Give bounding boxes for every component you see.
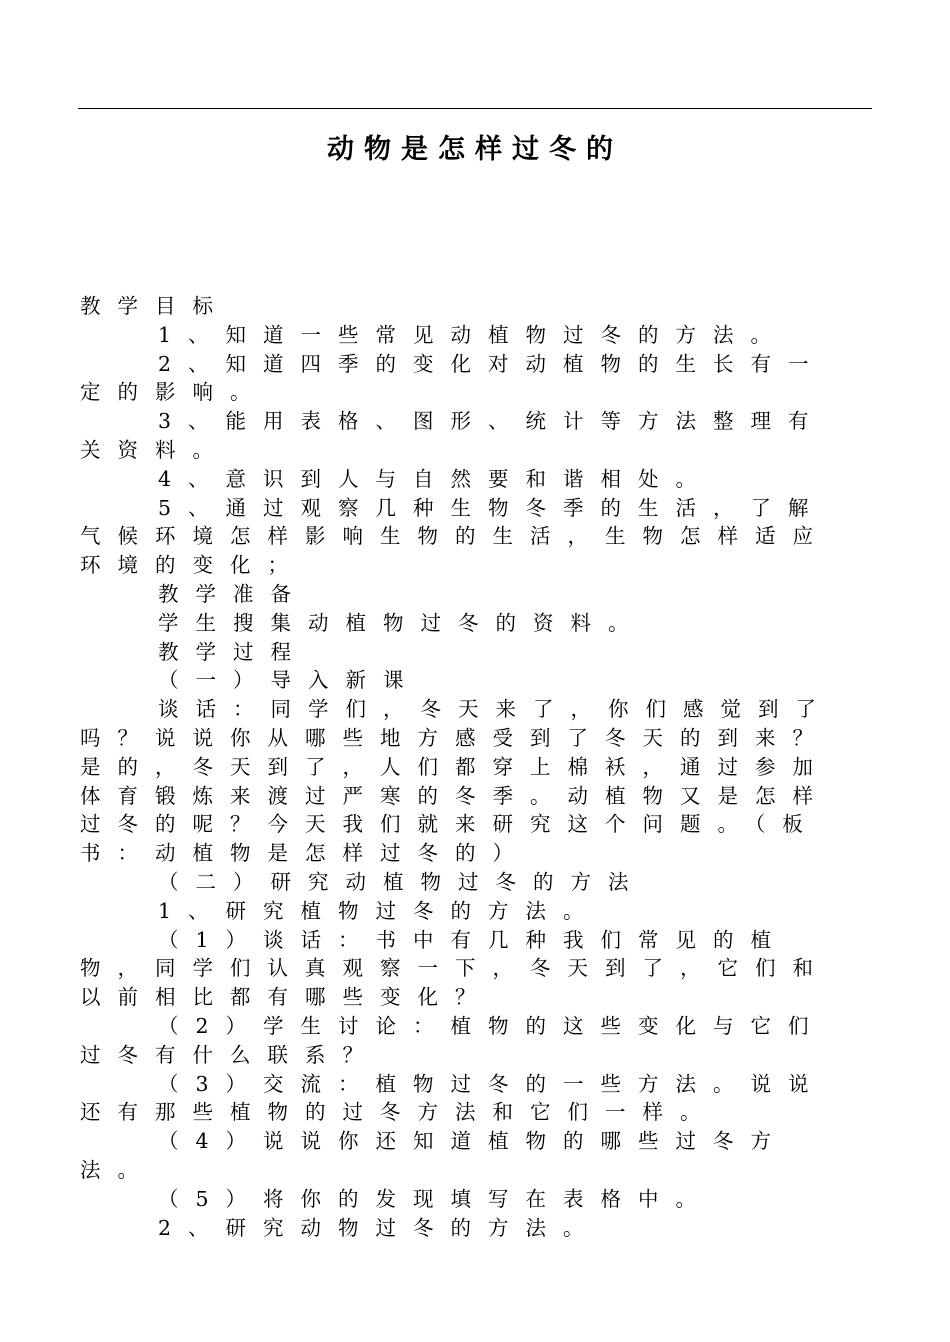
paragraph-goal-2: 2、知道四季的变化对动植物的生长有一定的影响。	[80, 351, 826, 405]
paragraph-plants-step-4: （4）说说你还知道植物的哪些过冬方法。	[80, 1129, 789, 1182]
paragraph-process-heading: 教学过程	[158, 639, 308, 664]
paragraph-plants-step-1: （1）谈话：书中有几种我们常见的植物，同学们认真观察一下，冬天到了，它们和以前相比都有哪些变化？	[80, 927, 830, 1010]
paragraph-plants-step-5: （5）将你的发现填写在表格中。	[158, 1186, 714, 1211]
document-body	[80, 292, 860, 1242]
paragraph-animals-heading: 2、研究动物过冬的方法。	[158, 1215, 601, 1240]
paragraph-goal-5: 5、通过观察几种生物冬季的生活，了解气候环境怎样影响生物的生活，生物怎样适应环境的变化；	[80, 495, 830, 578]
paragraph-plants-heading: 1、研究植物过冬的方法。	[158, 898, 601, 923]
header-rule	[78, 108, 872, 109]
paragraph-prep: 学生搜集动植物过冬的资料。	[158, 610, 646, 635]
paragraph-goal-3: 3、能用表格、图形、统计等方法整理有关资料。	[80, 409, 826, 462]
paragraph-goals-heading: 教学目标	[80, 294, 230, 318]
page-title: 动物是怎样过冬的	[327, 134, 623, 165]
paragraph-plants-step-3: （3）交流：植物过冬的一些方法。说说还有那些植物的过冬方法和它们一样。	[80, 1071, 826, 1125]
paragraph-goal-1: 1、知道一些常见动植物过冬的方法。	[158, 322, 789, 347]
paragraph-section-1-heading: （一）导入新课	[158, 668, 421, 693]
paragraph-plants-step-2: （2）学生讨论：植物的这些变化与它们过冬有什么联系？	[80, 1013, 826, 1067]
paragraph-intro-talk: 谈话：同学们，冬天来了，你们感觉到了吗？说说你从哪些地方感受到了冬天的到来？是的，冬天到了，人们都穿上棉袄，通过参加体育锻炼来渡过严寒的冬季。动植物又是怎样过冬的呢？今天我们就来研究这个问题。（板书：动植物是怎样过冬的）	[80, 697, 833, 866]
paragraph-prep-heading: 教学准备	[158, 581, 308, 606]
paragraph-section-2-heading: （二）研究动植物过冬的方法	[158, 869, 646, 894]
paragraph-goal-4: 4、意识到人与自然要和谐相处。	[158, 466, 714, 491]
